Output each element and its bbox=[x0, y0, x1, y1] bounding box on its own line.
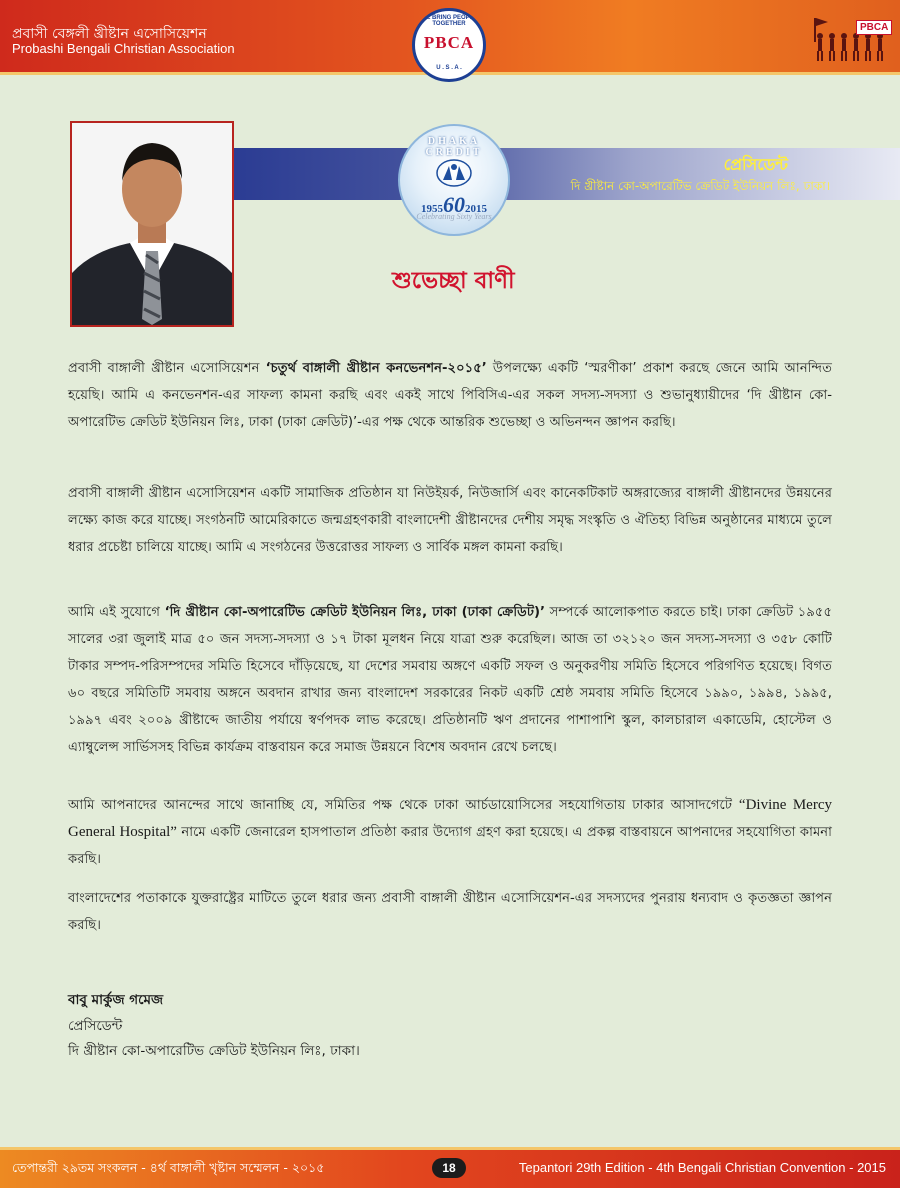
p4-text-c: নামে একটি জেনারেল হাসপাতাল প্রতিষ্ঠা করার উদ্যোগ গ্রহণ করা হয়েছে। এ প্রকল্প বাস্তবায়নে আপনাদের সহযোগিতা কামনা করছি। bbox=[68, 825, 832, 867]
paragraph-1 bbox=[68, 355, 832, 436]
pbca-seal-logo bbox=[412, 8, 486, 82]
org-name-bengali: প্রবাসী বেঙ্গলী খ্রীষ্টান এসোসিয়েশন bbox=[12, 26, 207, 42]
paragraph-3 bbox=[68, 599, 832, 761]
signature-organization: দি খ্রীষ্টান কো-অপারেটিভ ক্রেডিট ইউনিয়ন লিঃ, ঢাকা। bbox=[68, 1043, 360, 1059]
badge-anniversary: 60 bbox=[443, 192, 465, 217]
dhaka-credit-anniversary-logo bbox=[398, 124, 510, 236]
badge-arc-text: DHAKA CREDIT bbox=[425, 136, 483, 158]
p3-text-a: আমি এই সুযোগে bbox=[68, 605, 165, 620]
pbca-label: PBCA bbox=[856, 20, 892, 35]
footer-right-text: Tepantori 29th Edition - 4th Bengali Christian Convention - 2015 bbox=[518, 1160, 886, 1175]
p3-text-bold: ‘দি খ্রীষ্টান কো-অপারেটিভ ক্রেডিট ইউনিয়ন লিঃ, ঢাকা (ঢাকা ক্রেডিট)’ bbox=[164, 605, 546, 620]
org-name-english: Probashi Bengali Christian Association bbox=[12, 41, 235, 56]
president-photo bbox=[70, 121, 234, 327]
greeting-heading: শুভেচ্ছা বাণী bbox=[392, 268, 515, 294]
badge-year-end: 2015 bbox=[465, 203, 487, 215]
signature-name: বাবু মার্কুজ গমেজ bbox=[68, 992, 164, 1008]
seal-country: U . S . A . bbox=[436, 65, 462, 71]
seal-arc-text: WE BRING PEOPLE TOGETHER bbox=[420, 15, 478, 27]
badge-celebrating: Celebrating Sixty Years bbox=[416, 212, 492, 221]
portrait-illustration bbox=[72, 123, 232, 325]
hands-emblem-icon bbox=[435, 158, 473, 188]
paragraph-4 bbox=[68, 792, 832, 873]
footer-left-text: তেপান্তরী ২৯তম সংকলন - ৪র্থ বাঙ্গালী খৃষ্টান সম্মেলন - ২০১৫ bbox=[12, 1160, 325, 1175]
badge-year-start: 1955 bbox=[421, 203, 443, 215]
p1-text-a: প্রবাসী বাঙ্গালী খ্রীষ্টান এসোসিয়েশন bbox=[68, 361, 266, 376]
p1-text-c: উপলক্ষ্যে একটি ‘স্মরণীকা’ প্রকাশ করছে জেনে আমি আনন্দিত হয়েছি। আমি এ কনভেনশন-এর সাফল্য কামনা করছি এবং একই সাথে পিবিসিএ-এর সকল সদস্য-সদস্যা ও শুভানুধ্যায়ীদের ‘দি খ্রীষ্টান কো-অপারেটিভ ক্রেডিট ইউনিয়ন লিঃ, ঢাকা (ঢাকা ক্রেডিট)’-এর পক্ষ থেকে আন্তরিক শুভেচ্ছা ও অভিনন্দন জ্ঞাপন করছি। bbox=[68, 361, 833, 430]
seal-letters: PBCA bbox=[423, 33, 475, 52]
p3-text-c: সম্পর্কে আলোকপাত করতে চাই। ঢাকা ক্রেডিট ১৯৫৫ সালের ৩রা জুলাই মাত্র ৫০ জন সদস্য-সদস্যা ও ১৭ টাকা মূলধন নিয়ে যাত্রা শুরু করেছিল। আজ তা ৩২১২০ জন সদস্য-সদস্যা ও ৩৫৮ কোটি টাকার সম্পদ-পরিসম্পদের সমিতি হিসেবে দাঁড়িয়েছে, যা দেশের সমবায় অঙ্গণে একটি সফল ও অনুকরণীয় সমিতি হিসেবে পরিগণিত হয়েছে। বিগত ৬০ বছরে সমিতিটি সমবায় অঙ্গনে অবদান রাখার জন্য বাংলাদেশ সরকারের নিকট একটি শ্রেষ্ঠ সমবায় সমিতি হিসেবে ১৯৯০, ১৯৯৪, ১৯৯৫, ১৯৯৭ এবং ২০০৯ খ্রীষ্টাব্দে জাতীয় পর্যায়ে স্বর্ণপদক লাভ করেছে। প্রতিষ্ঠানটি ঋণ প্রদানের পাশাপাশি স্কুল, কালচারাল একাডেমি, হোস্টেল ও এ্যাম্বুলেন্স সার্ভিসসহ বিভিন্ন কার্যক্রম বাস্তবায়ন করে সমাজ উন্নয়নে বিশেষ অবদান রেখে চলছে। bbox=[68, 605, 832, 755]
role-organization: দি খ্রীষ্টান কো-অপারেটিভ ক্রেডিট ইউনিয়ন লিঃ, ঢাকা। bbox=[570, 179, 830, 193]
role-title: প্রেসিডেন্ট bbox=[723, 155, 788, 174]
p1-text-bold: ‘চতুর্থ বাঙ্গালী খ্রীষ্টান কনভেনশন-২০১৫’ bbox=[265, 361, 487, 376]
p4-hospital-name: “Divine Mercy General Hospital” bbox=[68, 797, 832, 840]
paragraph-2: প্রবাসী বাঙ্গালী খ্রীষ্টান এসোসিয়েশন একটি সামাজিক প্রতিষ্ঠান যা নিউইয়র্ক, নিউজার্সি এবং কানেকটিকাট অঙ্গরাজ্যের বাঙ্গালী খ্রীষ্টানদের উন্নয়নের লক্ষ্যে কাজ করে যাচ্ছে। সংগঠনটি আমেরিকাতে জন্মগ্রহণকারী বাংলাদেশী খ্রীষ্টানদের দেশীয় সমৃদ্ধ সংস্কৃতি ও ঐতিহ্য বিভিন্ন অনুষ্ঠানের মাধ্যমে তুলে ধরার প্রচেষ্টা চালিয়ে যাচ্ছে। আমি এ সংগঠনের উত্তরোত্তর সাফল্য ও সার্বিক মঙ্গল কামনা করছি। bbox=[68, 486, 832, 555]
signature-title: প্রেসিডেন্ট bbox=[68, 1018, 123, 1034]
paragraph-5: বাংলাদেশের পতাকাকে যুক্তরাষ্ট্রের মাটিতে তুলে ধরার জন্য প্রবাসী বাঙ্গালী খ্রীষ্টান এসোসিয়েশন-এর সদস্যদের পুনরায় ধন্যবাদ ও কৃতজ্ঞতা জ্ঞাপন করছি। bbox=[68, 891, 832, 933]
page-number: 18 bbox=[432, 1158, 466, 1178]
p4-text-a: আমি আপনাদের আনন্দের সাথে জানাচ্ছি যে, সমিতির পক্ষ থেকে ঢাকা আর্চডায়োসিসের সহযোগিতায় ঢাকার আসাদগেটে bbox=[68, 798, 739, 813]
